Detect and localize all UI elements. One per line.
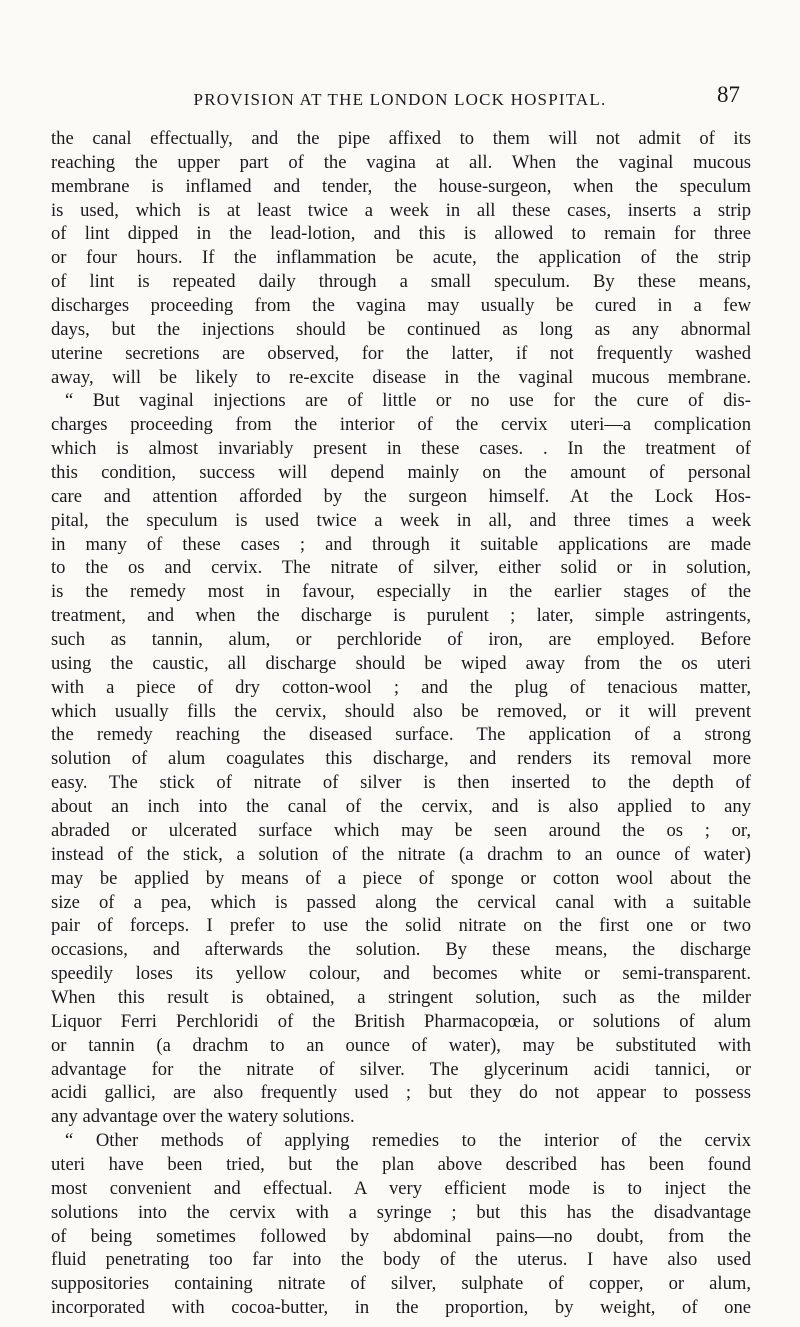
text-line: care and attention afforded by the surgeon himself. At the Lock Hos- [51, 485, 751, 507]
text-line: pital, the speculum is used twice a week in all, and three times a week [51, 509, 751, 531]
text-line: abraded or ulcerated surface which may be seen around the os ; or, [51, 819, 751, 841]
text-line: most convenient and effectual. A very efficient mode is to inject the [51, 1177, 751, 1199]
text-line: such as tannin, alum, or perchloride of iron, are employed. Before [51, 629, 751, 651]
text-line: size of a pea, which is passed along the cervical canal with a suitable [51, 891, 751, 913]
text-line: treatment, and when the discharge is purulent ; later, simple astringents, [51, 605, 751, 627]
text-line: to the os and cervix. The nitrate of silver, either solid or in solution, [51, 557, 751, 579]
text-line: any advantage over the watery solutions. [51, 1106, 355, 1128]
text-line: instead of the stick, a solution of the nitrate (a drachm to an ounce of water) [51, 843, 751, 865]
text-line: When this result is obtained, a stringent solution, such as the milder [51, 986, 751, 1008]
text-line: or tannin (a drachm to an ounce of water), may be substituted with [51, 1034, 751, 1056]
text-line: speedily loses its yellow colour, and becomes white or semi-transparent. [51, 963, 751, 985]
running-head [0, 82, 800, 112]
running-title: PROVISION AT THE LONDON LOCK HOSPITAL. [193, 90, 607, 109]
text-line: the remedy reaching the diseased surface. The application of a strong [51, 724, 751, 746]
text-line: of lint dipped in the lead-lotion, and this is allowed to remain for three [51, 223, 751, 245]
text-line: the canal effectually, and the pipe affixed to them will not admit of its [51, 128, 751, 149]
text-line: charges proceeding from the interior of the cervix uteri—a complication [51, 414, 751, 436]
text-line: which is almost invariably present in these cases. . In the treatment of [51, 438, 751, 460]
text-line: fluid penetrating too far into the body of the uterus. I have also used [51, 1249, 751, 1271]
text-line: of lint is repeated daily through a small speculum. By these means, [51, 271, 751, 293]
text-line: advantage for the nitrate of silver. The glycerinum acidi tannici, or [51, 1058, 751, 1080]
text-line: pair of forceps. I prefer to use the solid nitrate on the first one or two [51, 915, 751, 937]
text-line: reaching the upper part of the vagina at all. When the vaginal mucous [51, 151, 751, 173]
text-line: in many of these cases ; and through it suitable applications are made [51, 533, 751, 555]
text-line: uterine secretions are observed, for the latter, if not frequently washed [51, 342, 751, 364]
text-line: with a piece of dry cotton-wool ; and the plug of tenacious matter, [51, 676, 751, 698]
text-line: “ Other methods of applying remedies to the interior of the cervix [65, 1130, 751, 1152]
text-line: uteri have been tried, but the plan above described has been found [51, 1153, 751, 1175]
text-line: “ But vaginal injections are of little or no use for the cure of dis- [65, 390, 751, 412]
text-line: this condition, success will depend mainly on the amount of personal [51, 462, 751, 484]
text-line: occasions, and afterwards the solution. By these means, the discharge [51, 939, 751, 961]
text-line: using the caustic, all discharge should be wiped away from the os uteri [51, 652, 751, 674]
text-line: Liquor Ferri Perchloridi of the British Pharmacopœia, or solutions of alum [51, 1010, 751, 1032]
text-line: about an inch into the canal of the cervix, and is also applied to any [51, 796, 751, 818]
page-number: 87 [717, 82, 740, 107]
text-line: membrane is inflamed and tender, the house-surgeon, when the speculum [51, 175, 751, 197]
text-line: solution of alum coagulates this discharge, and renders its removal more [51, 748, 751, 770]
text-line: away, will be likely to re-excite disease in the vaginal mucous membrane. [51, 366, 751, 388]
text-line: suppositories containing nitrate of silver, sulphate of copper, or alum, [51, 1273, 751, 1295]
body-text [51, 127, 751, 1320]
text-line: is used, which is at least twice a week in all these cases, inserts a strip [51, 199, 751, 221]
text-line: discharges proceeding from the vagina may usually be cured in a few [51, 295, 751, 317]
text-line: acidi gallici, are also frequently used ; but they do not appear to possess [51, 1082, 751, 1104]
text-line: incorporated with cocoa-butter, in the proportion, by weight, of one [51, 1297, 751, 1319]
text-line: easy. The stick of nitrate of silver is then inserted to the depth of [51, 772, 751, 794]
text-line: of being sometimes followed by abdominal pains—no doubt, from the [51, 1225, 751, 1247]
text-line: solutions into the cervix with a syringe ; but this has the disadvantage [51, 1201, 751, 1223]
text-line: which usually fills the cervix, should also be removed, or it will prevent [51, 700, 751, 722]
text-line: may be applied by means of a piece of sponge or cotton wool about the [51, 867, 751, 889]
text-line: is the remedy most in favour, especially in the earlier stages of the [51, 581, 751, 603]
text-line: or four hours. If the inflammation be acute, the application of the strip [51, 247, 751, 269]
text-line: days, but the injections should be continued as long as any abnormal [51, 318, 751, 340]
